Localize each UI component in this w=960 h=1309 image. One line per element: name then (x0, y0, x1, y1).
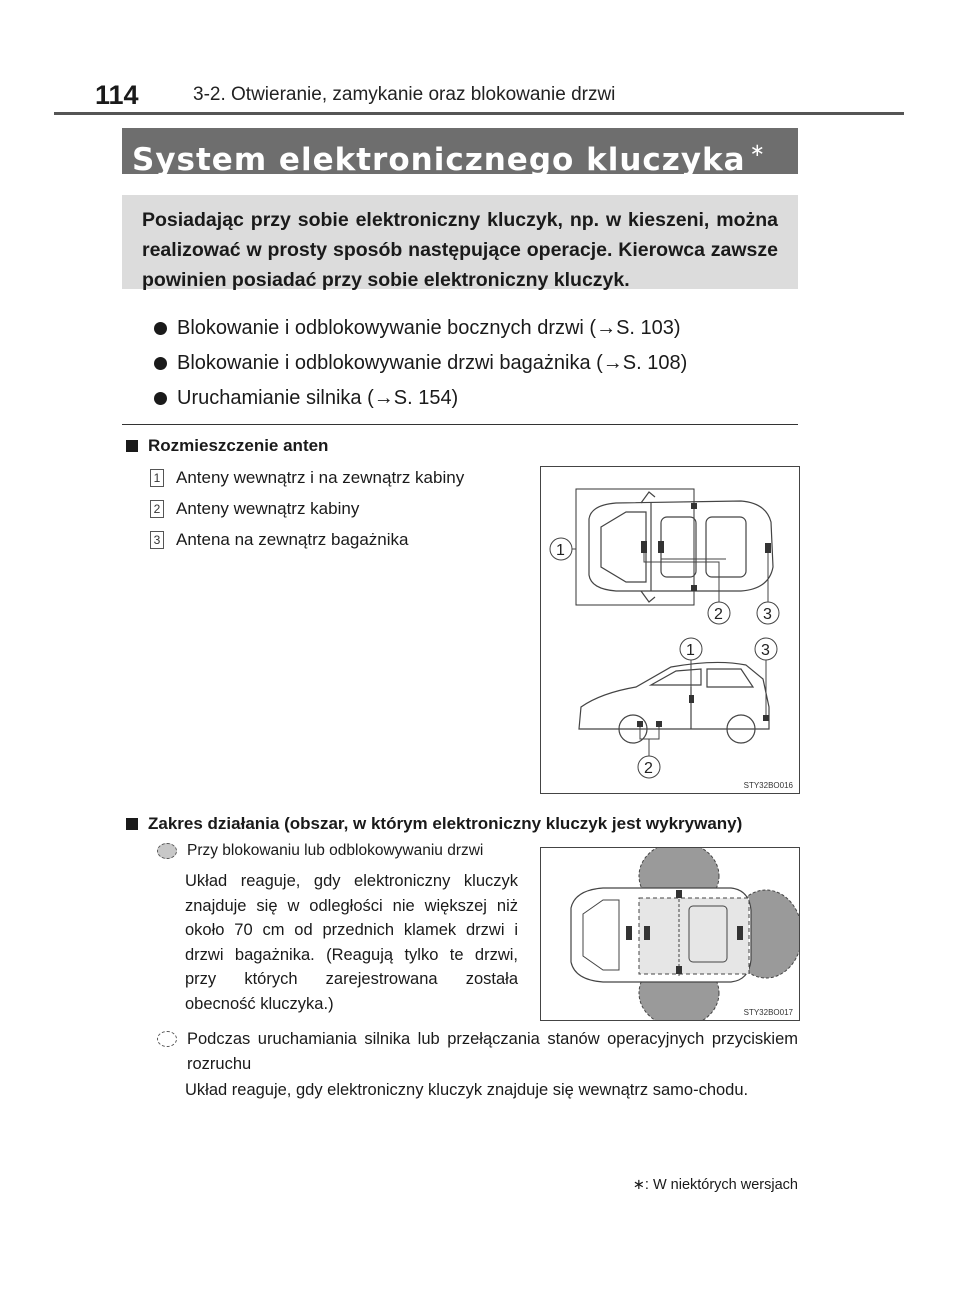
antenna-legend-item: 1 Anteny wewnątrz i na zewnątrz kabiny (150, 462, 520, 493)
callout-label: 3 (761, 642, 770, 659)
callout-label: 3 (763, 606, 772, 623)
footnote-mark: ∗ (749, 140, 766, 161)
footnote-text: : W niektórych wersjach (644, 1177, 798, 1193)
antenna-diagram (541, 467, 799, 793)
figure-code: STY32BO016 (743, 781, 793, 790)
callout-label: 1 (686, 642, 695, 659)
section-divider (122, 424, 798, 425)
page-number: 114 (95, 80, 139, 110)
antenna-figure (540, 466, 800, 794)
range-zone-icon (157, 1031, 177, 1047)
feature-item: Uruchamianie silnika (→S. 154) (150, 384, 810, 419)
range-figure (540, 847, 800, 1021)
range-zone-icon (157, 843, 177, 859)
page-title-text: System elektronicznego kluczyka (132, 142, 746, 178)
section-title: 3-2. Otwieranie, zamykanie oraz blokowanie drzwi (193, 84, 616, 105)
range-heading: Zakres działania (obszar, w którym elektroniczny kluczyk jest wykrywany) (126, 814, 806, 834)
antenna-legend-item: 2 Anteny wewnątrz kabiny (150, 493, 520, 524)
callout-label: 2 (644, 760, 653, 777)
footnote-mark: ∗ (632, 1177, 645, 1193)
page-title (122, 128, 798, 178)
bullet-icon (154, 357, 167, 370)
callout-label: 1 (556, 542, 565, 559)
feature-list (150, 314, 810, 419)
range-case-lock-text: Układ reaguje, gdy elektroniczny kluczyk znajduje się w odległości nie większej niż około 70 cm od przednich klamek drzwi i drzwi bagażnika. (Reagują tylko te drzwi, przy których zarejestrowana została obecność kluczyka.) (185, 872, 518, 1013)
footnote (633, 1177, 798, 1193)
car-side-view (579, 662, 769, 743)
header-rule (54, 112, 904, 115)
feature-item: Blokowanie i odblokowywanie bocznych drzwi (→S. 103) (150, 314, 810, 349)
callout-markers-side (638, 638, 777, 778)
square-bullet-icon (126, 440, 138, 452)
range-case-start-text: Układ reaguje, gdy elektroniczny kluczyk znajduje się wewnątrz samo-chodu. (185, 1081, 749, 1099)
figure-code: STY32BO017 (743, 1008, 793, 1017)
range-diagram (541, 848, 799, 1020)
antenna-legend (150, 462, 520, 555)
square-bullet-icon (126, 818, 138, 830)
antenna-legend-item: 3 Antena na zewnątrz bagażnika (150, 524, 520, 555)
callout-label: 2 (714, 606, 723, 623)
car-top-view (576, 489, 773, 605)
bullet-icon (154, 322, 167, 335)
intro-box: Posiadając przy sobie elektroniczny kluczyk, np. w kieszeni, można realizować w prosty sposób następujące operacje. Kierowca zawsze powinien posiadać przy sobie elektroniczny kluczyk. (122, 195, 798, 289)
callout-markers (550, 538, 779, 624)
antenna-heading: Rozmieszczenie anten (126, 436, 328, 456)
range-case-start: Podczas uruchamiania silnika lub przełączania stanów operacyjnych przyciskiem rozruchu (157, 1027, 798, 1076)
bullet-icon (154, 392, 167, 405)
range-case-lock: Przy blokowaniu lub odblokowywaniu drzwi (157, 842, 483, 860)
feature-item: Blokowanie i odblokowywanie drzwi bagażnika (→S. 108) (150, 349, 810, 384)
